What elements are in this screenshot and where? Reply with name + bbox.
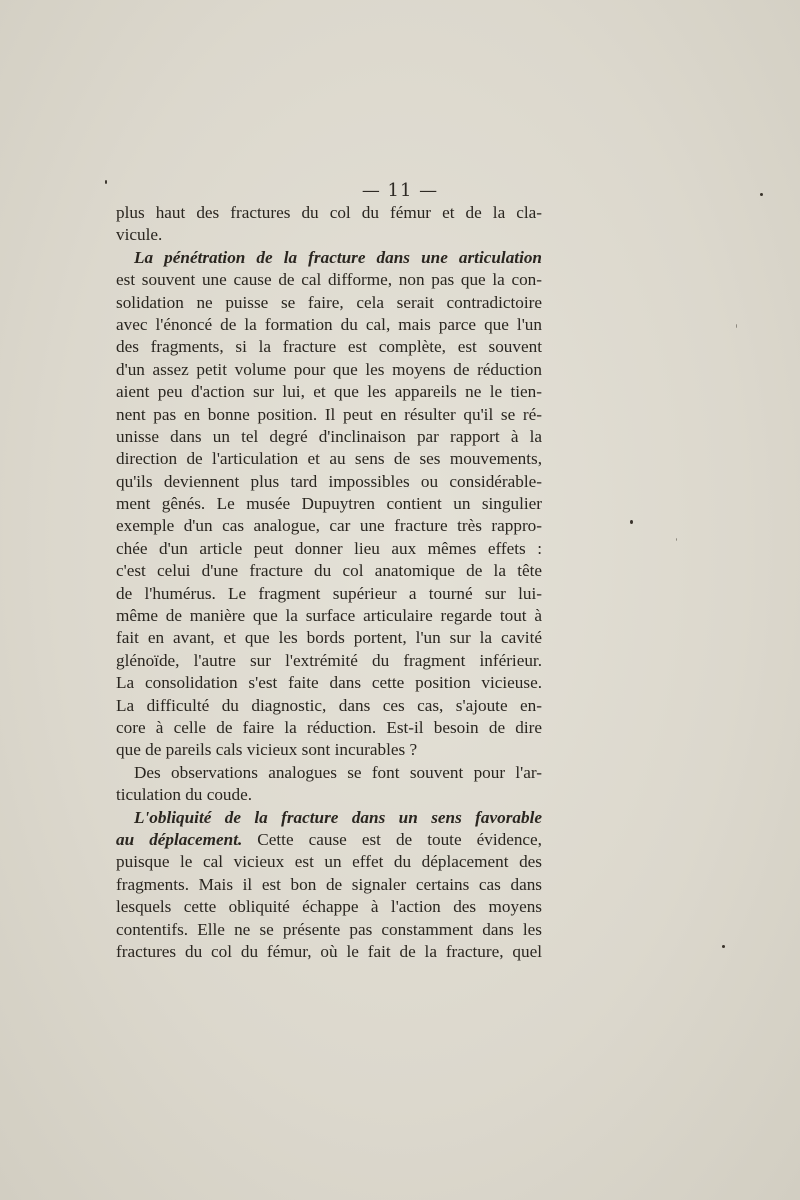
text-run: exemple d'un cas analogue, car une fracture très rappro- <box>116 516 542 536</box>
text-run: direction de l'articulation et au sens de ses mouvements, <box>116 449 542 469</box>
text-line <box>116 515 542 537</box>
text-line <box>116 269 542 291</box>
text-line <box>116 605 542 627</box>
text-run: glénoïde, l'autre sur l'extrémité du fragment inférieur. <box>116 650 542 670</box>
text-line <box>116 874 542 896</box>
text-line <box>116 314 542 336</box>
text-run: Des observations analogues se font souvent pour l'ar- <box>134 762 542 782</box>
text-run: contentifs. Elle ne se présente pas constamment dans les <box>116 919 542 939</box>
text-run: Cette cause est de toute évidence, <box>242 829 542 849</box>
text-line <box>116 650 542 672</box>
text-run: nent pas en bonne position. Il peut en résulter qu'il se ré- <box>116 404 542 424</box>
text-line <box>116 448 542 470</box>
text-line <box>116 807 542 829</box>
text-line <box>116 919 542 941</box>
paper-speck <box>760 193 763 196</box>
paper-speck <box>630 520 633 524</box>
paper-speck <box>676 538 677 541</box>
text-run: ticulation du coude. <box>116 785 253 805</box>
text-run: solidation ne puisse se faire, cela serait contradictoire <box>116 292 542 312</box>
text-run: core à celle de faire la réduction. Est-il besoin de dire <box>116 717 542 737</box>
body-text <box>116 202 542 963</box>
text-run: que de pareils cals vicieux sont incurables ? <box>116 740 418 760</box>
text-run: La difficulté du diagnostic, dans ces cas, s'ajoute en- <box>116 695 542 715</box>
text-line <box>116 560 542 582</box>
paper-speck <box>105 180 107 184</box>
italic-run: La pénétration de la fracture dans une articulation <box>134 247 542 267</box>
text-run: unisse dans un tel degré d'inclinaison par rapport à la <box>116 426 542 446</box>
text-line <box>116 538 542 560</box>
text-line <box>116 583 542 605</box>
paper-speck <box>736 324 737 328</box>
text-line <box>116 292 542 314</box>
text-run: fractures du col du fémur, où le fait de la fracture, quel <box>116 941 542 961</box>
text-run: des fragments, si la fracture est complète, est souvent <box>116 337 542 357</box>
text-line <box>116 471 542 493</box>
text-run: de l'humérus. Le fragment supérieur a tourné sur lui- <box>116 583 542 603</box>
italic-run: au déplacement. <box>116 829 243 849</box>
page-number: — 11 — <box>361 180 439 201</box>
text-line <box>116 829 542 851</box>
text-line <box>116 247 542 269</box>
text-line <box>116 941 542 963</box>
text-line <box>116 896 542 918</box>
text-run: chée d'un article peut donner lieu aux mêmes effets : <box>116 538 542 558</box>
text-run: fait en avant, et que les bords portent, l'un sur la cavité <box>116 628 542 648</box>
text-line <box>116 359 542 381</box>
text-run: aient peu d'action sur lui, et que les appareils ne le tien- <box>116 382 542 402</box>
text-line <box>116 202 542 224</box>
text-run: c'est celui d'une fracture du col anatomique de la tête <box>116 561 542 581</box>
text-line <box>116 381 542 403</box>
text-run: plus haut des fractures du col du fémur et de la cla- <box>116 203 542 222</box>
text-run: vicule. <box>116 225 163 245</box>
text-line <box>116 336 542 358</box>
text-run: avec l'énoncé de la formation du cal, mais parce que l'un <box>116 314 542 334</box>
paper-speck <box>722 945 725 948</box>
text-line <box>116 739 542 761</box>
italic-run: L'obliquité de la fracture dans un sens favorable <box>134 807 542 827</box>
text-line <box>116 762 542 784</box>
text-run: lesquels cette obliquité échappe à l'action des moyens <box>116 897 542 917</box>
text-run: puisque le cal vicieux est un effet du déplacement des <box>116 852 542 872</box>
text-line <box>116 695 542 717</box>
text-run: est souvent une cause de cal difforme, non pas que la con- <box>116 270 542 290</box>
text-line <box>116 493 542 515</box>
text-run: qu'ils deviennent plus tard impossibles ou considérable- <box>116 471 542 491</box>
text-run: fragments. Mais il est bon de signaler certains cas dans <box>116 874 542 894</box>
text-run: La consolidation s'est faite dans cette position vicieuse. <box>116 673 542 693</box>
text-line <box>116 426 542 448</box>
text-run: d'un assez petit volume pour que les moyens de réduction <box>116 359 542 379</box>
text-run: même de manière que la surface articulaire regarde tout à <box>116 606 542 626</box>
text-line <box>116 627 542 649</box>
text-line <box>116 784 542 806</box>
text-run: ment gênés. Le musée Dupuytren contient un singulier <box>116 494 542 514</box>
text-line <box>116 717 542 739</box>
text-line <box>116 224 542 246</box>
text-line <box>116 404 542 426</box>
text-line <box>116 672 542 694</box>
text-line <box>116 851 542 873</box>
